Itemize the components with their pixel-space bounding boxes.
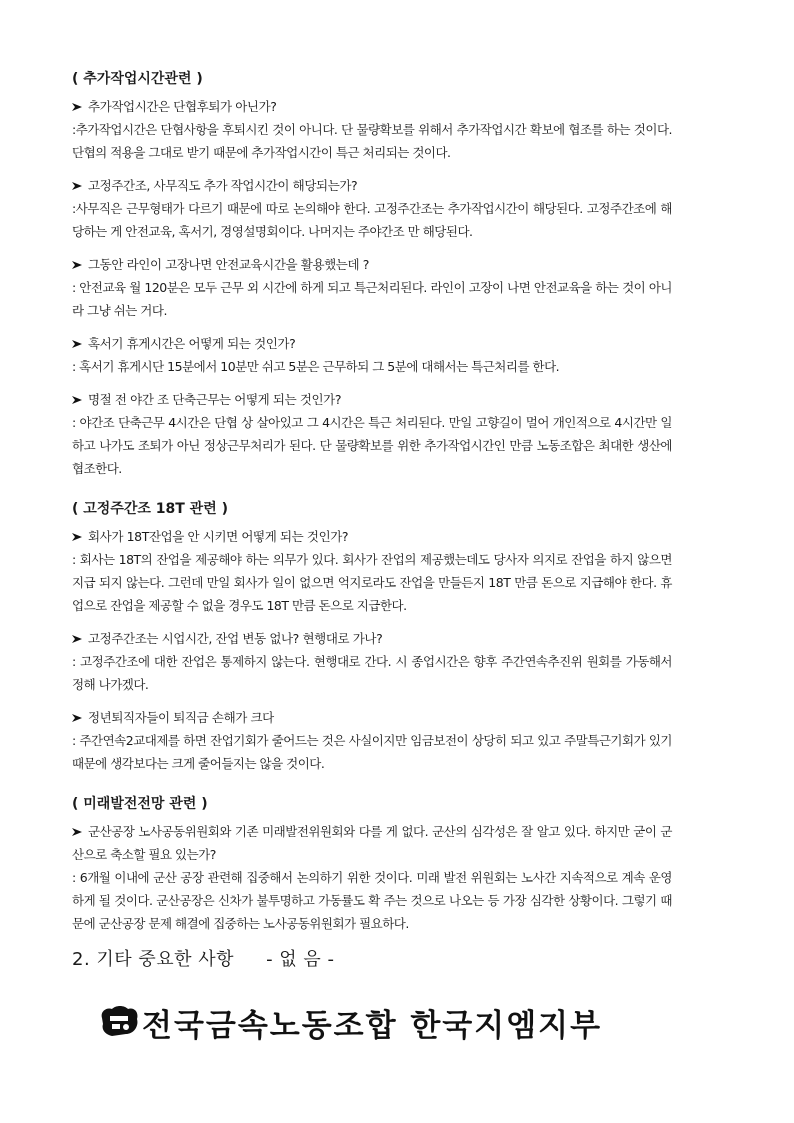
qa-item xyxy=(72,95,672,164)
question-text: 고정주간조, 사무직도 추가 작업시간이 해당되는가? xyxy=(88,178,358,193)
qa-item xyxy=(72,627,672,696)
question xyxy=(72,253,672,276)
right-pointer-icon xyxy=(72,713,82,723)
qa-item xyxy=(72,820,672,935)
section-fixed-day-shift xyxy=(72,498,672,775)
question xyxy=(72,627,672,650)
qa-item xyxy=(72,706,672,775)
answer: : 야간조 단축근무 4시간은 단협 상 살아있고 그 4시간은 특근 처리된다. 만일 고향길이 멀어 개인적으로 4시간만 일하고 나가도 조퇴가 아닌 정상근무처리가 된다. 단 물량확보를 위한 추가작업시간인 만큼 노동조합은 최대한 생산에 협조한다. xyxy=(72,415,672,476)
question-text: 고정주간조는 시업시간, 잔업 변동 없나? 현행대로 가나? xyxy=(88,631,383,646)
answer: : 고정주간조에 대한 잔업은 통제하지 않는다. 현행대로 간다. 시 종업시간은 향후 주간연속추진위 원회를 가동해서 정해 나가겠다. xyxy=(72,654,672,692)
qa-item xyxy=(72,253,672,322)
question xyxy=(72,174,672,197)
question xyxy=(72,95,672,118)
answer: : 안전교육 월 120분은 모두 근무 외 시간에 하게 되고 특근처리된다. 라인이 고장이 나면 안전교육을 하는 것이 아니라 그냥 쉬는 거다. xyxy=(72,280,672,318)
right-pointer-icon xyxy=(72,532,82,542)
question xyxy=(72,706,672,729)
section-overtime xyxy=(72,68,672,480)
question-text: 정년퇴직자들이 퇴직금 손해가 크다 xyxy=(88,710,274,725)
question-text: 그동안 라인이 고장나면 안전교육시간을 활용했는데 ? xyxy=(88,257,369,272)
answer: :사무직은 근무형태가 다르기 때문에 따로 논의해야 한다. 고정주간조는 추가작업시간이 해당된다. 고정주간조에 해당하는 게 안전교육, 혹서기, 경영설명회이다. 나머지는 주야간조 만 해당된다. xyxy=(72,201,672,239)
answer: : 혹서기 휴게시단 15분에서 10분만 쉬고 5분은 근무하되 그 5분에 대해서는 특근처리를 한다. xyxy=(72,359,560,374)
right-pointer-icon xyxy=(72,260,82,270)
other-matters xyxy=(72,945,672,975)
question-text: 명절 전 야간 조 단축근무는 어떻게 되는 것인가? xyxy=(88,392,342,407)
right-pointer-icon xyxy=(72,181,82,191)
answer: : 주간연속2교대제를 하면 잔업기회가 줄어드는 것은 사실이지만 임금보전이 상당히 되고 있고 주말특근기회가 있기 때문에 생각보다는 크게 줄어들지는 않을 것이다. xyxy=(72,733,672,771)
section-title: ( 추가작업시간관련 ) xyxy=(72,71,203,87)
answer: : 6개월 이내에 군산 공장 관련해 집중해서 논의하기 위한 것이다. 미래 발전 위원회는 노사간 지속적으로 계속 운영하게 될 것이다. 군산공장은 신차가 불투명하고 가동률도 확 주는 것으로 나오는 등 가장 심각한 상황이다. 그렇기 때문에 군산공장 문제 해결에 집중하는 노사공동위원회가 필요하다. xyxy=(72,870,672,931)
question-text: 군산공장 노사공동위원회와 기존 미래발전위원회와 다를 게 없다. 군산의 심각성은 잘 알고 있다. 하지만 굳이 군산으로 축소할 필요 있는가? xyxy=(72,824,672,862)
question xyxy=(72,820,672,866)
right-pointer-icon xyxy=(72,634,82,644)
qa-item xyxy=(72,332,672,378)
right-pointer-icon xyxy=(72,102,82,112)
right-pointer-icon xyxy=(72,339,82,349)
right-pointer-icon xyxy=(72,395,82,405)
footer xyxy=(98,1000,602,1044)
qa-item xyxy=(72,525,672,617)
question xyxy=(72,525,672,548)
right-pointer-icon xyxy=(72,827,82,837)
question xyxy=(72,388,672,411)
question-text: 추가작업시간은 단협후퇴가 아닌가? xyxy=(88,99,277,114)
qa-item xyxy=(72,174,672,243)
other-heading: 2. 기타 중요한 사항 xyxy=(72,949,235,970)
organization-name: 전국금속노동조합 한국지엠지부 xyxy=(142,1007,603,1044)
document-body xyxy=(72,68,672,975)
section-title: ( 미래발전전망 관련 ) xyxy=(72,796,208,812)
answer: :추가작업시간은 단협사항을 후퇴시킨 것이 아니다. 단 물량확보를 위해서 추가작업시간 확보에 협조를 하는 것이다. 단협의 적용을 그대로 받기 때문에 추가작업시간이 특근 처리되는 것이다. xyxy=(72,122,672,160)
section-future-development xyxy=(72,793,672,935)
question xyxy=(72,332,672,355)
question-text: 혹서기 휴게시간은 어떻게 되는 것인가? xyxy=(88,336,296,351)
section-title: ( 고정주간조 18T 관련 ) xyxy=(72,501,228,517)
other-value: - 없 음 - xyxy=(266,949,335,970)
union-fist-logo xyxy=(98,1004,140,1040)
qa-item xyxy=(72,388,672,480)
question-text: 회사가 18T잔업을 안 시키면 어떻게 되는 것인가? xyxy=(88,529,349,544)
answer: : 회사는 18T의 잔업을 제공해야 하는 의무가 있다. 회사가 잔업의 제공했는데도 당사자 의지로 잔업을 하지 않으면 지급 되지 않는다. 그런데 만일 회사가 일이 없으면 억지로라도 잔업을 만들든지 18T 만큼 돈으로 지급해야 한다. 휴업으로 잔업을 제공할 수 없을 경우도 18T 만큼 돈으로 지급한다. xyxy=(72,552,672,613)
